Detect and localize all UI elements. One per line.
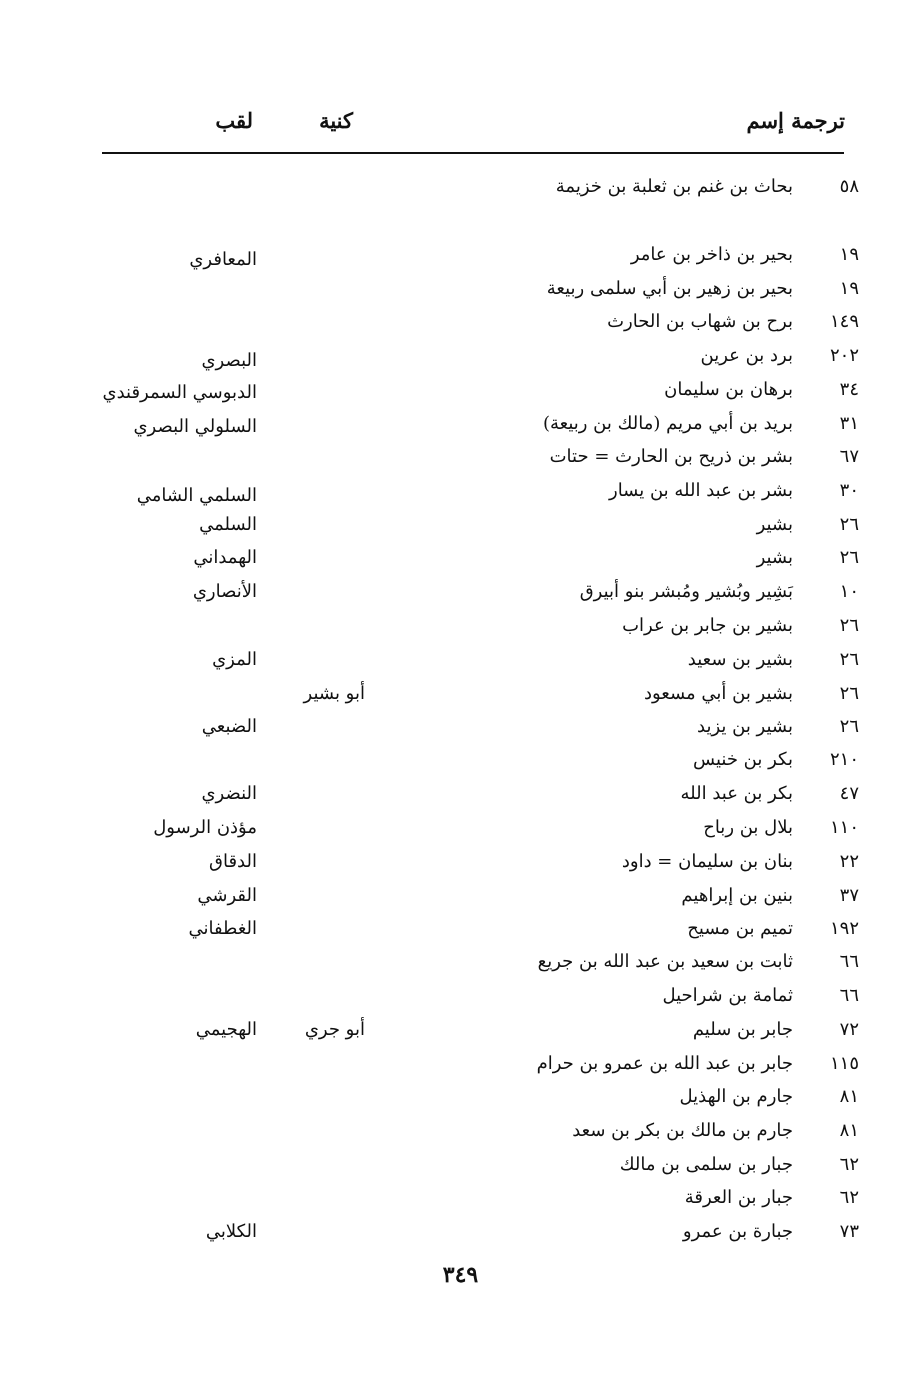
entry-laqab: السلمي <box>199 514 257 535</box>
entry-name: بشير <box>756 514 793 535</box>
entry-number: ٢٦ <box>839 649 859 670</box>
header-kunya-column: كنية <box>319 108 353 133</box>
entry-row <box>0 1116 921 1146</box>
entry-number: ١١٠ <box>829 817 859 838</box>
entry-name: جارم بن الهذيل <box>679 1086 793 1107</box>
entry-number: ١٠ <box>839 581 859 602</box>
entry-row <box>0 611 921 641</box>
entry-number: ٢٦ <box>839 547 859 568</box>
entry-number: ٦٦ <box>839 951 859 972</box>
entry-name: بَشِير وبُشير ومُبشر بنو أبيرق <box>579 581 793 602</box>
entry-name: بشير <box>756 547 793 568</box>
entry-number: ٢٠٢ <box>829 345 859 366</box>
entry-number: ٦٢ <box>839 1154 859 1175</box>
entry-number: ٢٢ <box>839 851 859 872</box>
entry-number: ٢٦ <box>839 615 859 636</box>
entry-number: ٢١٠ <box>829 749 859 770</box>
entry-kunya: أبو بشير <box>303 683 365 704</box>
entry-number: ٢٦ <box>839 514 859 535</box>
entry-laqab: السلمي الشامي <box>136 485 257 506</box>
entry-name: بلال بن رباح <box>703 817 793 838</box>
entry-row <box>0 645 921 675</box>
entry-number: ٤٧ <box>839 783 859 804</box>
entry-number: ٦٧ <box>839 446 859 467</box>
entry-row <box>0 543 921 573</box>
entry-name: جابر بن سليم <box>692 1019 793 1040</box>
entry-number: ١٤٩ <box>829 311 859 332</box>
entry-laqab: القرشي <box>197 885 257 906</box>
entry-laqab: الدقاق <box>209 851 257 872</box>
entry-number: ٧٣ <box>839 1221 859 1242</box>
entry-laqab: المعافري <box>189 249 257 270</box>
entry-row <box>0 442 921 472</box>
entry-name: برد بن عرين <box>700 345 793 366</box>
entry-number: ٨١ <box>839 1086 859 1107</box>
entry-laqab: الأنصاري <box>192 581 257 602</box>
entry-number: ٣٠ <box>839 480 859 501</box>
entry-laqab: الغطفاني <box>188 918 257 939</box>
entry-row <box>0 779 921 809</box>
header-name-column: ترجمة إسم <box>746 108 845 133</box>
entry-row <box>0 981 921 1011</box>
entry-row <box>0 1217 921 1247</box>
entry-row <box>0 409 921 439</box>
entry-laqab: السلولي البصري <box>133 416 257 437</box>
header-laqab-column: لقب <box>215 108 253 133</box>
entry-name: بشر بن ذريح بن الحارث = حتات <box>549 446 793 467</box>
entry-row <box>0 813 921 843</box>
entry-laqab: الدبوسي السمرقندي <box>102 382 257 403</box>
entry-laqab: الضبعي <box>201 716 257 737</box>
entry-name: جبارة بن عمرو <box>682 1221 793 1242</box>
entry-row <box>0 274 921 304</box>
entry-number: ٦٦ <box>839 985 859 1006</box>
entry-name: برهان بن سليمان <box>664 379 793 400</box>
entry-row <box>0 341 921 371</box>
entry-row <box>0 1015 921 1045</box>
entry-name: بشير بن أبي مسعود <box>643 683 793 704</box>
entry-laqab: الكلابي <box>205 1221 257 1242</box>
entry-row <box>0 240 921 270</box>
entry-row <box>0 307 921 337</box>
entry-name: جبار بن العرقة <box>684 1187 793 1208</box>
entry-row <box>0 1049 921 1079</box>
entry-laqab: البصري <box>201 350 257 371</box>
entry-row <box>0 947 921 977</box>
entry-number: ٢٦ <box>839 683 859 704</box>
entry-row <box>0 914 921 944</box>
entry-name: بكر بن عبد الله <box>680 783 793 804</box>
entry-number: ١٩٢ <box>829 918 859 939</box>
entry-name: بكر بن خنيس <box>693 749 793 770</box>
entry-row <box>0 172 921 202</box>
entry-number: ٥٨ <box>839 176 859 197</box>
entry-row <box>0 1082 921 1112</box>
entry-row <box>0 1183 921 1213</box>
entry-name: جابر بن عبد الله بن عمرو بن حرام <box>536 1053 793 1074</box>
entry-name: ثابت بن سعيد بن عبد الله بن جريع <box>537 951 793 972</box>
entry-number: ٣١ <box>839 413 859 434</box>
entry-number: ٨١ <box>839 1120 859 1141</box>
entry-name: بحير بن ذاخر بن عامر <box>630 244 793 265</box>
entry-number: ٧٢ <box>839 1019 859 1040</box>
entry-kunya: أبو جري <box>304 1019 365 1040</box>
entry-name: بشر بن عبد الله بن يسار <box>609 480 793 501</box>
entry-number: ٣٧ <box>839 885 859 906</box>
entry-laqab: الهمداني <box>193 547 257 568</box>
entry-laqab: الهجيمي <box>195 1019 257 1040</box>
entry-number: ٣٤ <box>839 379 859 400</box>
entry-row <box>0 679 921 709</box>
entry-name: تميم بن مسيح <box>687 918 793 939</box>
header-rule <box>102 152 844 154</box>
entry-row <box>0 577 921 607</box>
entry-row <box>0 881 921 911</box>
entry-name: ثمامة بن شراحيل <box>662 985 793 1006</box>
entry-name: بشير بن يزيد <box>697 716 793 737</box>
entry-number: ٦٢ <box>839 1187 859 1208</box>
entry-number: ١٩ <box>839 244 859 265</box>
entry-name: بشير بن جابر بن عراب <box>622 615 793 636</box>
entry-number: ١٩ <box>839 278 859 299</box>
entry-name: بحير بن زهير بن أبي سلمى ربيعة <box>546 278 793 299</box>
entry-row <box>0 745 921 775</box>
entry-name: بحاث بن غنم بن ثعلبة بن خزيمة <box>555 176 793 197</box>
entry-row <box>0 847 921 877</box>
entry-name: جارم بن مالك بن بكر بن سعد <box>572 1120 793 1141</box>
entry-row <box>0 1150 921 1180</box>
entry-name: برح بن شهاب بن الحارث <box>607 311 793 332</box>
entry-row <box>0 476 921 506</box>
entry-laqab: النضري <box>201 783 257 804</box>
entry-number: ٢٦ <box>839 716 859 737</box>
entry-name: بريد بن أبي مريم (مالك بن ربيعة) <box>542 413 793 434</box>
entry-row <box>0 375 921 405</box>
entry-name: بشير بن سعيد <box>687 649 793 670</box>
entry-number: ١١٥ <box>829 1053 859 1074</box>
entry-laqab: المزي <box>212 649 257 670</box>
entry-name: جبار بن سلمى بن مالك <box>619 1154 793 1175</box>
entry-name: بنين بن إبراهيم <box>681 885 793 906</box>
entry-name: بنان بن سليمان = داود <box>621 851 793 872</box>
page-number: ٣٤٩ <box>442 1262 479 1288</box>
entry-laqab: مؤذن الرسول <box>153 817 257 838</box>
entry-row <box>0 510 921 540</box>
entry-row <box>0 712 921 742</box>
